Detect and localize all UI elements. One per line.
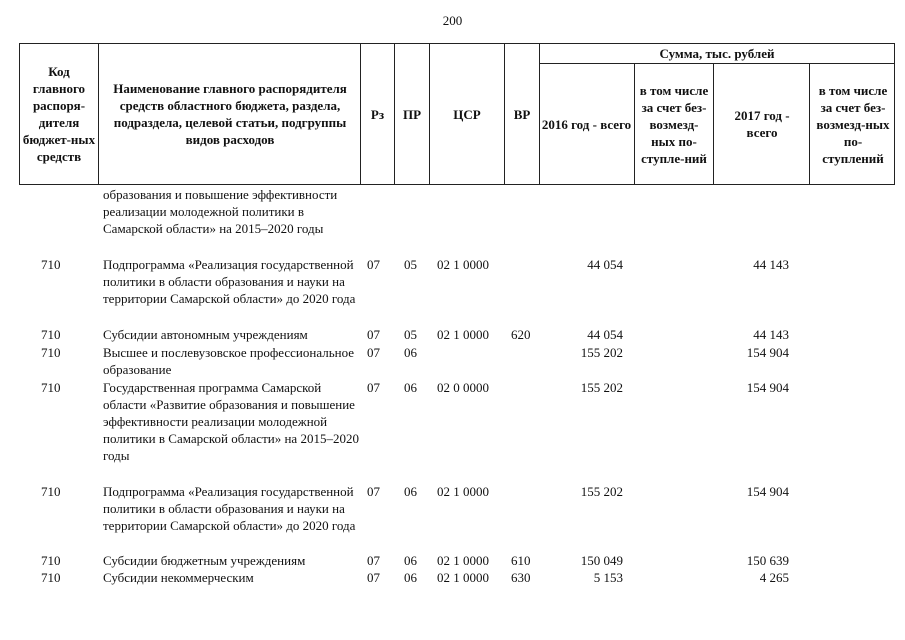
row-code: 710 [41,484,61,499]
row-sum-2016: 155 202 [580,380,623,395]
row-sum-2016: 155 202 [580,345,623,360]
col-border [809,63,810,185]
row-name: Высшее и послевузовское профессиональное образование [103,345,355,377]
col-border [894,43,895,185]
row-name: Субсидии некоммерческим [103,570,254,585]
row-sum-2016: 155 202 [580,484,623,499]
page-number: 200 [442,13,463,28]
row-sum-2017: 154 904 [746,484,789,499]
row-rz: 07 [367,484,380,499]
row-rz: 07 [367,553,380,568]
table-header [19,43,895,185]
row-sum-2016: 44 054 [587,327,623,342]
row-sum-2017: 154 904 [746,345,789,360]
row-csr: 02 1 0000 [437,553,489,568]
row-code: 710 [41,327,61,342]
row-rz: 07 [367,345,380,360]
row-name: Подпрограмма «Реализация государственной политики в области образования и науки на территории Самарской области» до 2020 года [103,484,356,533]
col-border [98,43,99,185]
row-pr: 05 [404,257,417,272]
row-sum-2016: 150 049 [580,553,623,568]
row-name: образования и повышение эффективности реализации молодежной политики в Самарской области» на 2015–2020 годы [103,187,338,236]
header-code: Код главного распоря-дителя бюджет-ных средств [22,64,96,164]
row-code: 710 [41,570,61,585]
header-rz: Рз [370,106,385,122]
row-code: 710 [41,553,61,568]
row-name: Подпрограмма «Реализация государственной политики в области образования и науки на территории Самарской области» до 2020 года [103,257,356,306]
row-csr: 02 0 0000 [437,380,489,395]
row-csr: 02 1 0000 [437,257,489,272]
row-pr: 06 [404,484,417,499]
row-sum-2016: 44 054 [587,257,623,272]
row-vr: 610 [511,553,531,568]
row-rz: 07 [367,327,380,342]
row-code: 710 [41,257,61,272]
header-csr: ЦСР [453,106,481,122]
row-rz: 07 [367,380,380,395]
header-bottom-border [19,184,895,185]
header-pr: ПР [402,106,422,122]
col-border [713,63,714,185]
row-pr: 06 [404,553,417,568]
row-name: Государственная программа Самарской области «Развитие образования и повышение эффективности реализации молодежной политики в Самарской области» на 2015–2020 годы [103,380,359,463]
header-2016-total: 2016 год - всего [541,116,632,132]
row-code: 710 [41,345,61,360]
row-name: Субсидии бюджетным учреждениям [103,553,306,568]
row-vr: 620 [511,327,531,342]
header-2017-free: в том числе за счет без-возмезд-ных по-ступлений [816,82,890,166]
header-2016-free: в том числе за счет без-возмезд-ных по-ступле-ний [639,82,709,166]
row-vr: 630 [511,570,531,585]
row-sum-2017: 154 904 [746,380,789,395]
row-pr: 06 [404,570,417,585]
row-sum-2016: 5 153 [593,570,623,585]
row-sum-2017: 44 143 [753,257,789,272]
row-rz: 07 [367,257,380,272]
header-sum: Сумма, тыс. рублей [659,46,775,61]
row-pr: 06 [404,380,417,395]
row-sum-2017: 44 143 [753,327,789,342]
row-rz: 07 [367,570,380,585]
row-pr: 05 [404,327,417,342]
row-pr: 06 [404,345,417,360]
sum-divider [539,63,895,64]
row-name: Субсидии автономным учреждениям [103,327,308,342]
row-code: 710 [41,380,61,395]
col-border [19,43,20,185]
col-border [634,63,635,185]
header-vr: ВР [513,106,531,122]
row-sum-2017: 150 639 [746,553,789,568]
header-name: Наименование главного распорядителя средств областного бюджета, раздела, подраздела, целевой статьи, подгруппы видов расходов [113,81,347,147]
header-2017-total: 2017 год - всего [734,108,790,140]
row-csr: 02 1 0000 [437,570,489,585]
row-csr: 02 1 0000 [437,327,489,342]
row-csr: 02 1 0000 [437,484,489,499]
row-sum-2017: 4 265 [759,570,789,585]
